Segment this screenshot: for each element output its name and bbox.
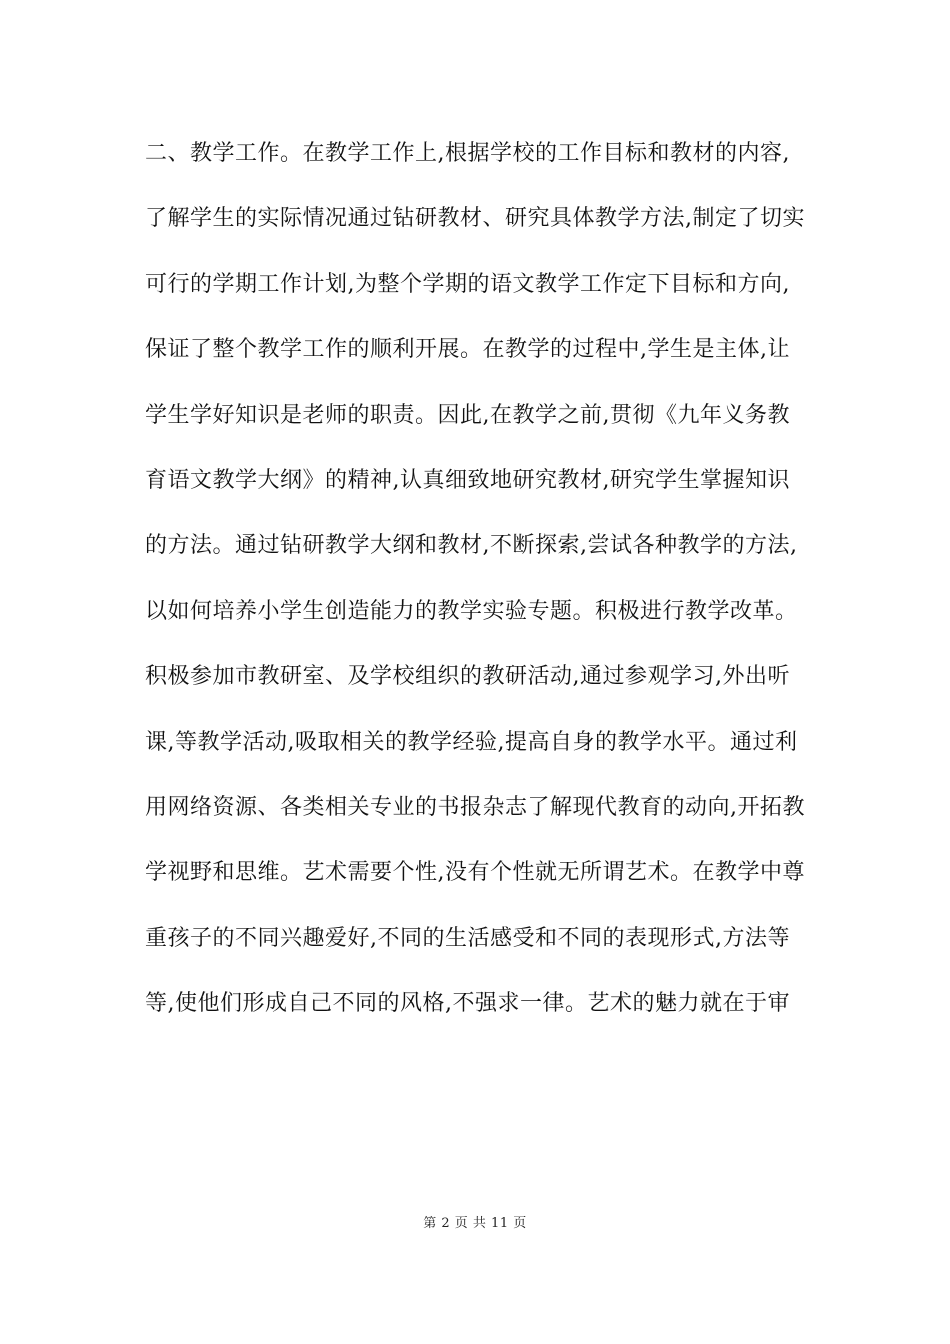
text-line: 的方法。通过钻研教学大纲和教材,不断探索,尝试各种教学的方法,: [145, 533, 798, 559]
text-line: 学视野和思维。艺术需要个性,没有个性就无所谓艺术。在教学中尊: [145, 860, 805, 886]
text-line: 学生学好知识是老师的职责。因此,在教学之前,贯彻《九年义务教: [145, 402, 790, 428]
text-line: 育语文教学大纲》的精神,认真细致地研究教材,研究学生掌握知识: [145, 467, 790, 493]
text-line: 等,使他们形成自己不同的风格,不强求一律。艺术的魅力就在于审: [145, 991, 790, 1017]
text-line: 积极参加市教研室、及学校组织的教研活动,通过参观学习,外出听: [145, 664, 790, 690]
text-line: 二、教学工作。在教学工作上,根据学校的工作目标和教材的内容,: [145, 141, 790, 166]
text-line: 用网络资源、各类相关专业的书报杂志了解现代教育的动向,开拓教: [145, 794, 805, 820]
text-line: 了解学生的实际情况通过钻研教材、研究具体教学方法,制定了切实: [145, 206, 805, 232]
text-line: 重孩子的不同兴趣爱好,不同的生活感受和不同的表现形式,方法等: [145, 925, 790, 951]
body-text: [145, 126, 815, 1041]
text-line: 以如何培养小学生创造能力的教学实验专题。积极进行教学改革。: [145, 598, 798, 624]
text-line: 课,等教学活动,吸取相关的教学经验,提高自身的教学水平。通过利: [145, 729, 798, 755]
text-line: 可行的学期工作计划,为整个学期的语文教学工作定下目标和方向,: [145, 271, 790, 297]
text-line: 保证了整个教学工作的顺利开展。在教学的过程中,学生是主体,让: [145, 337, 790, 363]
page-number-footer: 第 2 页 共 11 页: [423, 1216, 527, 1231]
